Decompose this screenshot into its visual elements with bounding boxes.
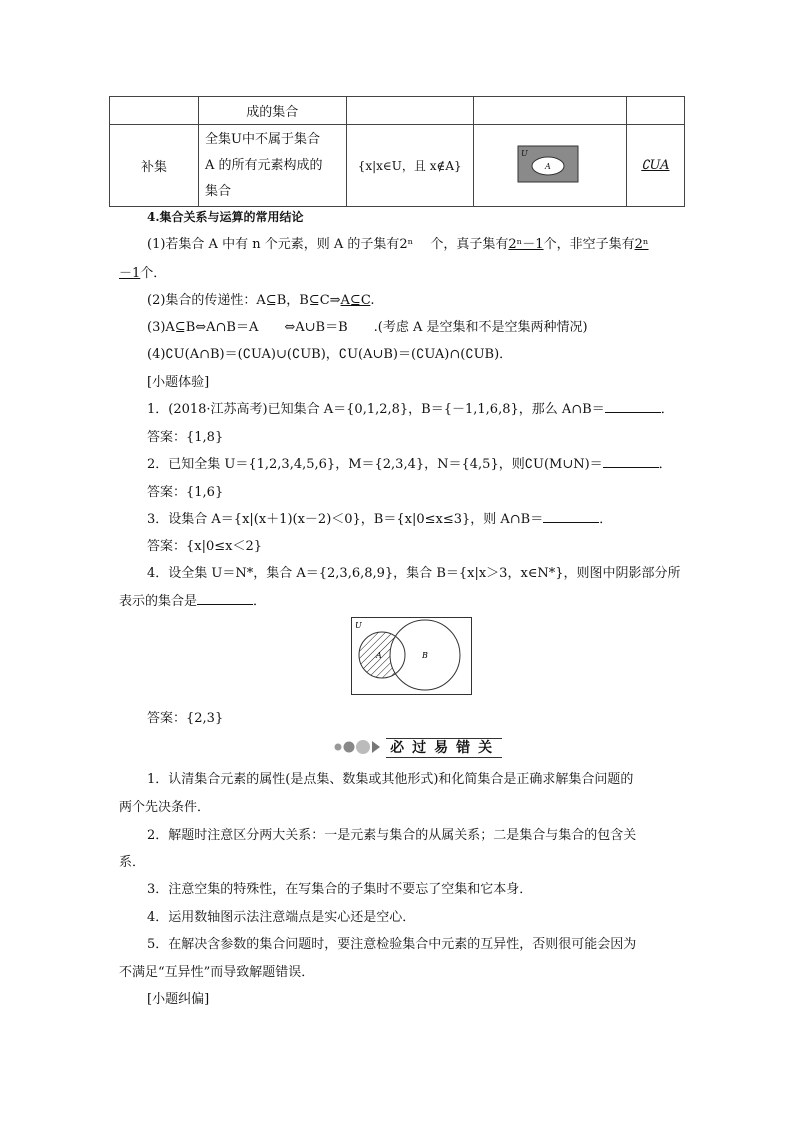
complement-definition-line: A 的所有元素构成的 xyxy=(205,157,323,173)
question-text: 1．(2018·江苏高考)已知集合 A＝{0,1,2,8}，B＝{－1,1,6,8}，那么 A∩B＝ xyxy=(147,402,605,417)
answer-4: 答案：{2,3} xyxy=(147,711,224,726)
pitfall-1-line-1: 1．认清集合元素的属性(是点集、数集或其他形式)和化简集合是正确求解集合问题的 xyxy=(147,772,634,787)
question-2 xyxy=(147,453,672,472)
period: ． xyxy=(660,402,674,417)
table-cell xyxy=(473,125,626,207)
pitfall-5-line-1: 5．在解决含参数的集合问题时，要注意检验集合中元素的互异性，否则很可能会因为 xyxy=(147,937,637,952)
question-text: 表示的集合是 xyxy=(119,594,198,609)
table-cell xyxy=(346,97,473,125)
question-text: 3．设集合 A＝{x|(x＋1)(x－2)＜0}，B＝{x|0≤x≤3}，则 A∩B＝ xyxy=(147,512,544,527)
answer-underlined: A⊆C xyxy=(340,293,371,308)
pitfall-2-line-1: 2．解题时注意区分两大关系：一是元素与集合的从属关系；二是集合与集合的包含关 xyxy=(147,828,637,843)
table-cell xyxy=(626,97,684,125)
pitfall-5-line-2: 不满足“互异性”而导致解题错误． xyxy=(119,965,315,980)
complement-notation: ∁UA xyxy=(641,158,670,173)
question-1 xyxy=(147,398,674,417)
table-cell xyxy=(346,125,473,207)
venn-u-label: U xyxy=(520,148,528,158)
complement-name: 补集 xyxy=(140,160,167,175)
answer-1: 答案：{1,8} xyxy=(147,430,224,445)
question-text: 2．已知全集 U＝{1,2,3,4,5,6}，M＝{2,3,4}，N＝{4,5}，则∁U(M∪N)＝ xyxy=(147,457,603,472)
table-cell xyxy=(199,97,347,125)
conclusion-line-1 xyxy=(147,233,648,252)
answer-underlined: 2ⁿ－1 xyxy=(508,237,544,252)
text: 个，非空子集有 xyxy=(543,237,635,252)
question-4-line-1: 4．设全集 U＝N*，集合 A＝{2,3,6,8,9}，集合 B＝{x|x＞3，x∈N*}，则图中阴影部分所 xyxy=(147,566,681,581)
conclusion-line-4: (4)∁U(A∩B)＝(∁UA)∪(∁UB)，∁U(A∪B)＝(∁UA)∩(∁UB)． xyxy=(147,347,513,362)
text: (2)集合的传递性：A⊆B，B⊆C⇒ xyxy=(147,293,341,308)
answer-2: 答案：{1,6} xyxy=(147,485,224,500)
answer-underlined: －1 xyxy=(119,266,141,281)
text: . xyxy=(370,293,375,308)
table-cell xyxy=(110,125,199,207)
venn-a-label: A xyxy=(544,161,551,171)
answer-blank xyxy=(543,510,599,523)
pitfalls-title: 必过易错关 xyxy=(386,738,502,758)
conclusion-line-3: (3)A⊆B⇔A∩B＝A ⇔A∪B＝B .(考虑 A 是空集和不是空集两种情况) xyxy=(147,320,588,335)
answer-blank xyxy=(197,592,253,605)
complement-definition-line: 全集U中不属于集合 xyxy=(205,131,320,147)
complement-definition-line: 集合 xyxy=(205,183,232,199)
period: ． xyxy=(599,512,613,527)
answer-blank xyxy=(603,455,659,468)
section-heading: 4.集合关系与运算的常用结论 xyxy=(147,210,304,224)
pitfall-2-line-2: 系． xyxy=(119,855,146,870)
complement-symbolic: {x|x∈U，且 x∉A} xyxy=(357,159,462,173)
conclusion-line-2 xyxy=(147,289,374,308)
pitfalls-banner xyxy=(330,737,502,757)
period: ． xyxy=(253,594,267,609)
pitfall-3: 3．注意空集的特殊性，在写集合的子集时不要忘了空集和它本身． xyxy=(147,882,533,897)
pitfall-4: 4．运用数轴图示法注意端点是实心还是空心． xyxy=(147,910,416,925)
row1-definition-tail: 成的集合 xyxy=(246,105,299,120)
table-cell xyxy=(473,97,626,125)
table-cell xyxy=(626,125,684,207)
venn-a-label: A xyxy=(376,651,382,660)
text: (1)若集合 A 中有 n 个元素，则 A 的子集有2ⁿ 个，真子集有 xyxy=(147,237,509,252)
answer-3: 答案：{x|0≤x＜2} xyxy=(147,539,263,554)
banner-dots-icon xyxy=(330,737,382,757)
pitfall-1-line-2: 两个先决条件． xyxy=(119,800,211,815)
table-cell xyxy=(110,97,199,125)
conclusion-line-1-cont xyxy=(119,262,166,281)
table-cell xyxy=(199,125,347,207)
question-4-venn-diagram xyxy=(351,617,472,695)
answer-underlined: 2ⁿ xyxy=(634,237,649,252)
venn-b-label: B xyxy=(422,651,428,660)
text: 个． xyxy=(140,266,167,281)
footer-heading: [小题纠偏] xyxy=(147,992,210,1007)
question-3 xyxy=(147,508,612,527)
period: ． xyxy=(658,457,672,472)
venn-u-label: U xyxy=(355,621,362,630)
answer-blank xyxy=(605,400,661,413)
set-operations-table xyxy=(109,96,685,207)
question-4-line-2 xyxy=(119,590,266,609)
complement-venn-diagram xyxy=(474,126,626,206)
practice-heading: [小题体验] xyxy=(147,375,210,390)
